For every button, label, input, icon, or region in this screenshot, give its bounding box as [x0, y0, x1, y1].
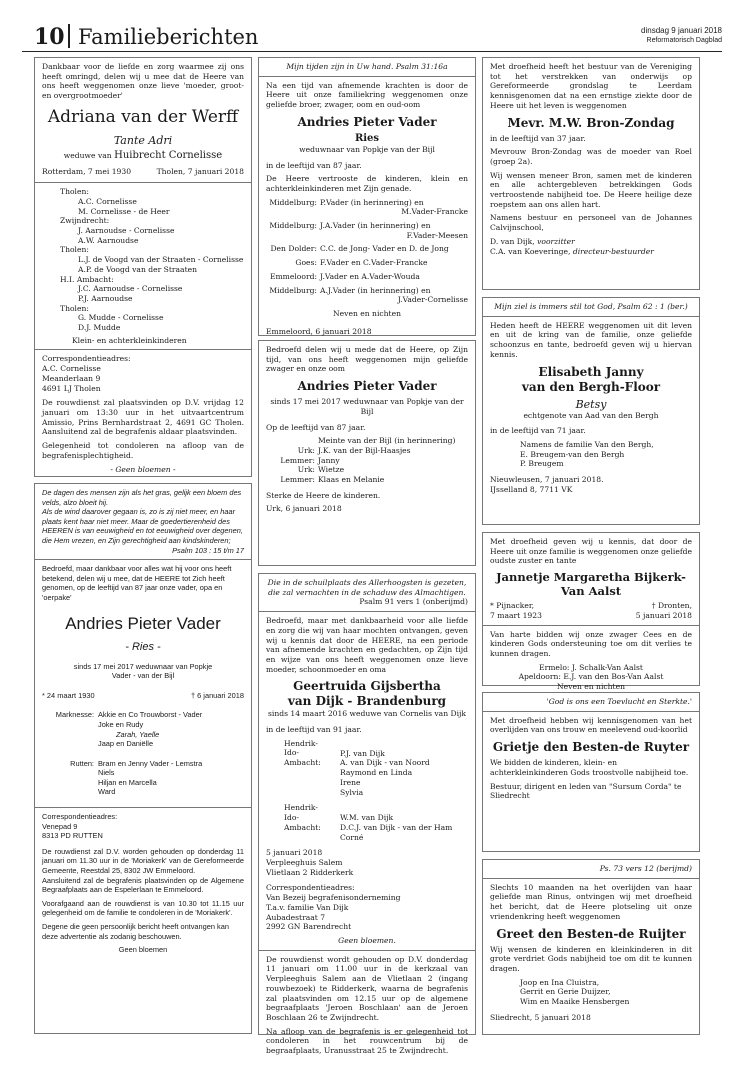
- list-line: P.J. van Dijk: [340, 748, 385, 758]
- list-line: W.M. van Dijk: [340, 813, 394, 823]
- list-line: Aubadestraat 7: [266, 912, 326, 922]
- list-line: D.C.J. van Dijk - van der Ham: [340, 822, 453, 832]
- verse-reference: Psalm 103 : 15 t/m 17: [172, 545, 244, 555]
- grandchildren: Klein- en achterkleinkinderen: [72, 335, 187, 345]
- list-line: Joke en Rudy: [98, 719, 144, 729]
- notice-andries-vader-urk: [258, 340, 476, 566]
- correspondence-address: [42, 354, 244, 393]
- verse: Die in de schuilplaats des Allerhoogsten is gezeten, die zal vernachten in de schaduw des Almachtigen.: [267, 578, 467, 597]
- list-line: Correspondentieadres:: [42, 812, 118, 822]
- funeral-info: De rouwdienst zal plaatsvinden op D.V. vrijdag 12 januari om 13:30 uur in het uitvaartcentrum Amissio, Prins Bernhardstraat 2, 4691 GC Tholen. Aansluitend zal de begrafenis aldaar plaatsvinden.: [42, 398, 244, 437]
- list-line: A. van Dijk - van Noord: [340, 758, 430, 768]
- notice-andries-vader-ries: [34, 483, 252, 1034]
- deceased-name: Andries Pieter Vader: [65, 613, 221, 633]
- died: Tholen, 7 januari 2018: [156, 166, 244, 176]
- wish: Sterke de Heere de kinderen.: [266, 490, 381, 500]
- deceased-name: Geertruida Gijsbertha: [293, 679, 441, 694]
- family-row: Middelburg: P.Vader (in herinnering) en M.Vader-Francke: [269, 197, 468, 217]
- age: in de leeftijd van 37 jaar.: [490, 133, 586, 143]
- notice-intro: Bedroefd, maar dankbaar voor alles wat hij voor ons heeft betekend, delen wij u mee, dat de HEERE tot Zich heeft genomen, op de leeftijd van 87 jaar onze vader, opa en 'oerpake': [42, 564, 232, 602]
- deceased-name: Andries Pieter Vader: [297, 379, 437, 394]
- list-line: M. Cornelisse - de Heer: [78, 206, 170, 216]
- separator: [259, 76, 475, 77]
- list-line: Hiljan en Marcella: [98, 777, 157, 787]
- verse: Ps. 73 vers 12 (berijmd): [599, 864, 692, 873]
- notice-bijkerk-van-aalst: [482, 532, 700, 692]
- list-line: Correspondentieadres:: [266, 883, 355, 893]
- family-row: Lemmer: Janny: [280, 455, 340, 465]
- family-row: Urk: Wietze: [297, 465, 345, 475]
- list-line: Verpleeghuis Salem: [266, 858, 343, 868]
- notice-sursum-corda: [482, 692, 700, 852]
- notice-intro: Met droefheid geven wij u kennis, dat door de Heere uit onze familie is weggenomen onze geliefde oudste zuster en tante: [490, 537, 692, 566]
- notice-intro: Met droefheid hebben wij kennisgenomen van het overlijden van ons trouw en meelevend oud-koorlid: [490, 715, 692, 735]
- separator: [35, 807, 251, 808]
- notice-intro: Slechts 10 maanden na het overlijden van haar geliefde man Rinus, ontvingen wij met droefheid het bericht, dat de Heere plotseling uit onze vriendenkring heeft weggenomen: [490, 882, 692, 921]
- list-line: Zarah, Yaelle: [116, 729, 160, 739]
- list-line: Corné: [340, 832, 364, 842]
- widow-prefix: weduwe van: [63, 150, 112, 160]
- separator: [35, 349, 251, 350]
- since: sinds 17 mei 2017 weduwnaar van Popkje van der Bijl: [270, 397, 464, 416]
- notice-van-dijk-brandenburg: [258, 573, 476, 1056]
- list-line: 4691 LJ Tholen: [42, 383, 101, 393]
- died: † 6 januari 2018: [190, 690, 244, 700]
- notice-van-den-bergh-floor: [482, 297, 700, 525]
- correspondence-address: [266, 883, 468, 932]
- verse: 'God is ons een Toevlucht en Sterkte.': [546, 697, 692, 706]
- list-line: 8313 PD RUTTEN: [42, 831, 103, 841]
- family-group: Hendrik-Ido- Ambacht: W.M. van Dijk D.C.J. van Dijk - van der Ham Corné: [284, 803, 453, 842]
- list-line: A.W. Aarnoudse: [78, 235, 139, 245]
- separator: [259, 950, 475, 951]
- paper-name: Reformatorisch Dagblad: [646, 37, 722, 44]
- place-date: Urk, 6 januari 2018: [266, 504, 342, 514]
- deceased-name: Mevr. M.W. Bron-Zondag: [507, 115, 675, 130]
- list-line: Ward: [98, 787, 116, 797]
- list-line: Meanderlaan 9: [42, 373, 101, 383]
- condolence-info: Gelegenheid tot condoleren na afloop van de begrafenisplechtigheid.: [42, 441, 244, 460]
- deceased-name: Grietje den Besten-de Ruyter: [492, 740, 690, 755]
- nephews-nieces: Neven en nichten: [557, 682, 625, 692]
- deceased-name: Jannetje Margaretha Bijkerk-Van Aalst: [496, 570, 686, 599]
- paragraph: Wij wensen de kinderen en kleinkinderen in dit grote verdriet Gods nabijheid toe om dit te kunnen dragen.: [490, 944, 692, 973]
- deceased-name: Elisabeth Janny: [538, 364, 644, 379]
- nickname: Tante Adri: [113, 133, 173, 147]
- list-line: T.a.v. familie Van Dijk: [266, 902, 349, 912]
- list-line: 2992 GN Barendrecht: [266, 922, 352, 932]
- page-number: 10: [34, 24, 65, 50]
- notice-intro: Na een tijd van afnemende krachten is door de Heere uit onze familiekring weggenomen onze geliefde broer, zwager, oom en oud-oom: [266, 80, 468, 110]
- place-date: Emmeloord, 6 januari 2018: [266, 326, 372, 336]
- family-list: [266, 198, 468, 305]
- list-line: H.I. Ambacht:: [60, 274, 114, 284]
- list-line: J.C. Aarnoudse - Cornelisse: [78, 284, 183, 294]
- family-row: Emmeloord: J.Vader en A.Vader-Wouda: [269, 271, 420, 281]
- paragraph: Aansluitend zal de begrafenis plaatsvinden op de Algemene Begraafplaats aan de Espelerlaan te Emmeloord.: [42, 875, 244, 895]
- notice-andries-vader-family: [258, 57, 476, 336]
- date-place: [266, 848, 468, 877]
- list-line: Akkie en Co Trouwborst - Vader: [98, 710, 203, 720]
- paragraph: We bidden de kinderen, klein- en achterkleinkinderen Gods troostvolle nabijheid toe.: [490, 758, 689, 777]
- no-flowers: - Geen bloemen -: [110, 464, 176, 474]
- nickname: Ries: [354, 132, 380, 144]
- family-list: [42, 187, 244, 333]
- separator: [483, 711, 699, 712]
- address: IJsselland 8, 7711 VK: [490, 484, 573, 494]
- separator: [483, 625, 699, 626]
- family-line: Ermelo: J. Schalk-Van Aalst: [539, 662, 643, 672]
- list-line: A.P. de Voogd van der Straaten: [78, 264, 198, 274]
- list-line: Gerrit en Gerie Duijzer,: [520, 987, 611, 997]
- list-line: G. Mudde - Cornelisse: [78, 313, 164, 323]
- list-line: Namens de familie Van den Bergh,: [520, 439, 654, 449]
- paragraph: De rouwdienst wordt gehouden op D.V. donderdag 11 januari om 11.00 uur in de kerkzaal van Verpleeghuis Salem aan de Vlietlaan 2 (ingang rouwbezoek) te Ridderkerk, waarna de begrafenis zal plaatsvinden om 12.15 uur op de algemene begraafplaats 'Jeroen Boschlaan' aan de Jeroen Boschlaan 26 te Zwijndrecht.: [266, 954, 468, 1022]
- list-line: L.J. de Voogd van der Straaten - Cornelisse: [78, 255, 244, 265]
- since: sinds 14 maart 2016 weduwe van Cornelis van Dijk: [268, 709, 466, 719]
- age: in de leeftijd van 87 jaar.: [266, 160, 362, 170]
- correspondence-address: [42, 812, 244, 841]
- paragraph: Degene die geen persoonlijk bericht heeft ontvangen kan deze advertentie als zodanig beschouwen.: [42, 922, 229, 941]
- list-line: Tholen:: [60, 245, 89, 255]
- separator: [35, 182, 251, 183]
- paragraph: Namens bestuur en personeel van de Johannes Calvijnschool,: [490, 213, 692, 233]
- signature: D. van Dijk, voorzitter: [490, 236, 575, 246]
- since: sinds 17 mei 2017 weduwnaar van Popkje Vader - van der Bijl: [73, 661, 213, 681]
- place-date: Nieuwleusen, 7 januari 2018.: [490, 475, 604, 485]
- list-line: Jaap en Daniëlle: [98, 739, 154, 749]
- list-line: D.J. Mudde: [78, 323, 121, 333]
- issue-date: dinsdag 9 januari 2018: [641, 26, 722, 35]
- age: in de leeftijd van 91 jaar.: [266, 725, 362, 735]
- nephews-nieces: Neven en nichten: [333, 308, 401, 318]
- verse: Mijn tijden zijn in Uw hand. Psalm 31:16a: [286, 62, 448, 71]
- signed-by: [490, 440, 692, 469]
- list-line: Vlietlaan 2 Ridderkerk: [266, 867, 354, 877]
- age: in de leeftijd van 71 jaar.: [490, 426, 586, 436]
- widow-name: Huibrecht Cornelisse: [114, 149, 223, 161]
- header-divider: [68, 24, 70, 48]
- no-flowers: Geen bloemen.: [338, 935, 396, 945]
- notice-intro: Met droefheid heeft het bestuur van de Vereniging tot het verstrekken van onderwijs op Gereformeerde grondslag te Leerdam kennisgenomen dat na een ernstige ziekte door de Heere uit het leven is weggenomen: [490, 62, 692, 110]
- list-line: Joop en Ina Cluistra,: [520, 977, 600, 987]
- paragraph: De rouwdienst zal D.V. worden gehouden op donderdag 11 januari om 11.30 uur in de 'Moriakerk' van de Gereformeerde Gemeente, Reestdal 25, 8302 JW Emmeloord.: [42, 846, 244, 876]
- notice-intro: Bedroefd delen wij u mede dat de Heere, op Zijn tijd, van ons heeft weggenomen mijn geliefde zwager en onze oom: [266, 345, 468, 374]
- deceased-name: Adriana van der Werff: [47, 106, 239, 127]
- verse: De dagen des mensen zijn als het gras, gelijk een bloem des velds, alzo bloeit hij. Als de wind daarover gegaan is, zo is zij niet meer, en haar plaats kent haar niet meer. Maar de goedertierenheid des HEEREN is van eeuwigheid en tot eeuwigheid over degenen, die Hem vrezen, en Zijn gerechtigheid aan kindskinderen;: [42, 488, 243, 545]
- verse-reference: Psalm 91 vers 1 (onberijmd): [359, 597, 468, 607]
- family-list: [266, 436, 468, 485]
- family-row: Goes: F.Vader en C.Vader-Francke: [295, 258, 428, 268]
- nickname: - Ries -: [125, 640, 161, 653]
- born: * 24 maart 1930: [42, 690, 95, 700]
- page-header: [22, 20, 722, 52]
- list-line: 5 januari 2018: [266, 848, 323, 858]
- list-line: Tholen:: [60, 303, 89, 313]
- paragraph: Van harte bidden wij onze zwager Cees en de kinderen Gods ondersteuning toe om dit verlies te kunnen dragen.: [490, 629, 692, 658]
- family-row: Middelburg: A.J.Vader (in herinnering) en J.Vader-Cornelisse: [269, 285, 468, 305]
- paragraph: Voorafgaand aan de rouwdienst is van 10.30 tot 11.15 uur gelegenheid om de familie te condoleren in de 'Moriakerk'.: [42, 898, 244, 918]
- deceased-name: Greet den Besten-de Ruijter: [496, 926, 686, 941]
- family-marknesse: Marknesse: Akkie en Co Trouwborst - Vader Joke en Rudy Zarah, Yaelle Jaap en Daniëlle: [55, 710, 203, 749]
- verse: Mijn ziel is immers stil tot God, Psalm 62 : 1 (ber.): [494, 302, 688, 311]
- born: Rotterdam, 7 mei 1930: [42, 166, 132, 176]
- family-row: Den Dolder: C.C. de Jong- Vader en D. de Jong: [270, 244, 449, 254]
- list-line: Tholen:: [60, 187, 89, 197]
- list-line: Bram en Jenny Vader - Lemstra: [98, 758, 203, 768]
- list-line: Sylvia: [340, 787, 364, 797]
- separator: [259, 611, 475, 612]
- family-row: Urk: J.K. van der Bijl-Haasjes: [297, 445, 411, 455]
- list-line: Niels: [98, 768, 115, 778]
- age: Op de leeftijd van 87 jaar.: [266, 422, 366, 432]
- family-group: Hendrik-Ido- Ambacht: P.J. van Dijk A. van Dijk - van Noord Raymond en Linda Irene Sylvia: [284, 738, 430, 797]
- list-line: Van Bezeij begrafenisonderneming: [266, 893, 401, 903]
- notice-bron-zondag: [482, 57, 700, 290]
- no-flowers: Geen bloemen: [118, 945, 168, 955]
- born: * Pijnacker, 7 maart 1923: [490, 601, 542, 620]
- place-date: Sliedrecht, 5 januari 2018: [490, 1012, 591, 1022]
- notice-intro: Bedroefd, maar met dankbaarheid voor alle liefde en zorg die wij van haar mochten ontvangen, geven wij u kennis dat door de HEERE, na een periode van afnemende krachten en gedachten, op Zijn tijd en wijze van ons heeft weggenomen onze lieve moeder, schoonmoeder en oma: [266, 616, 468, 674]
- list-line: Venepad 9: [42, 821, 78, 831]
- paragraph: Wij wensen meneer Bron, samen met de kinderen en alle achtergebleven betrekkingen Gods vertroostende nabijheid toe. De Heere heilige deze roepstem aan ons allen hart.: [490, 170, 692, 209]
- list-line: Zwijndrecht:: [60, 216, 110, 226]
- list-line: Irene: [340, 777, 361, 787]
- separator: [35, 559, 251, 560]
- family-row: Middelburg: J.A.Vader (in herinnering) en F.Vader-Meesen: [269, 221, 468, 240]
- list-line: Correspondentieadres:: [42, 354, 131, 364]
- trust: De Heere vertrooste de kinderen, klein en achterkleinkinderen met Zijn genade.: [266, 174, 468, 193]
- list-line: P.J. Aarnoudse: [78, 293, 133, 303]
- signed-by: [490, 978, 692, 1007]
- separator: [483, 316, 699, 317]
- notice-adriana-van-der-werff: [34, 57, 252, 477]
- list-line: J. Aarnoudse - Cornelisse: [78, 226, 175, 236]
- notice-den-besten-de-ruijter: [482, 859, 700, 1035]
- list-line: A.C. Cornelisse: [78, 196, 137, 206]
- deceased-name-line2: van Dijk - Brandenburg: [287, 694, 447, 709]
- paragraph: Na afloop van de begrafenis is er gelegenheid tot condoleren in het rouwcentrum bij de begraafplaats, Uranusstraat 25 te Zwijndrecht.: [266, 1026, 468, 1056]
- deceased-name: Andries Pieter Vader: [297, 114, 437, 129]
- list-line: E. Breugem-van den Bergh: [520, 449, 625, 459]
- nickname: Betsy: [575, 397, 607, 411]
- section-title: Familieberichten: [78, 25, 259, 49]
- deceased-name-line2: van den Bergh-Floor: [521, 379, 661, 394]
- separator: [483, 878, 699, 879]
- list-line: P. Breugem: [520, 459, 564, 469]
- list-line: A.C. Cornelisse: [42, 364, 101, 374]
- died: † Dronten, 5 januari 2018: [635, 601, 692, 620]
- notice-intro: Heden heeft de HEERE weggenomen uit dit leven en uit de kring van de familie, onze geliefde schoonzus en tante, bedroefd geven wij u hiervan kennis.: [490, 320, 692, 359]
- list-line: Wim en Maaike Hensbergen: [520, 997, 630, 1007]
- family-row: Lemmer: Klaas en Melanie: [280, 475, 385, 485]
- notice-intro: Dankbaar voor de liefde en zorg waarmee zij ons heeft omringd, delen wij u mee dat de Heere van ons heeft weggenomen onze lieve 'moeder, groot- en overgrootmoeder': [42, 62, 244, 101]
- spouse: echtgenote van Aad van den Bergh: [523, 410, 659, 420]
- family-row: Meinte van der Bijl (in herinnering): [318, 436, 456, 446]
- signed-by: Bestuur, dirigent en leden van "Sursum Corda" te Sliedrecht: [490, 781, 682, 801]
- list-line: Raymond en Linda: [340, 768, 413, 778]
- signature: C.A. van Koeveringe, directeur-bestuurder: [490, 246, 654, 256]
- widower: weduwnaar van Popkje van der Bijl: [299, 144, 435, 154]
- family-line: Apeldoorn: E.J. van den Bos-Van Aalst: [518, 672, 664, 682]
- family-rutten: Rutten: Bram en Jenny Vader - Lemstra Niels Hiljan en Marcella Ward: [70, 758, 203, 797]
- paragraph: Mevrouw Bron-Zondag was de moeder van Roel (groep 2a).: [490, 147, 692, 166]
